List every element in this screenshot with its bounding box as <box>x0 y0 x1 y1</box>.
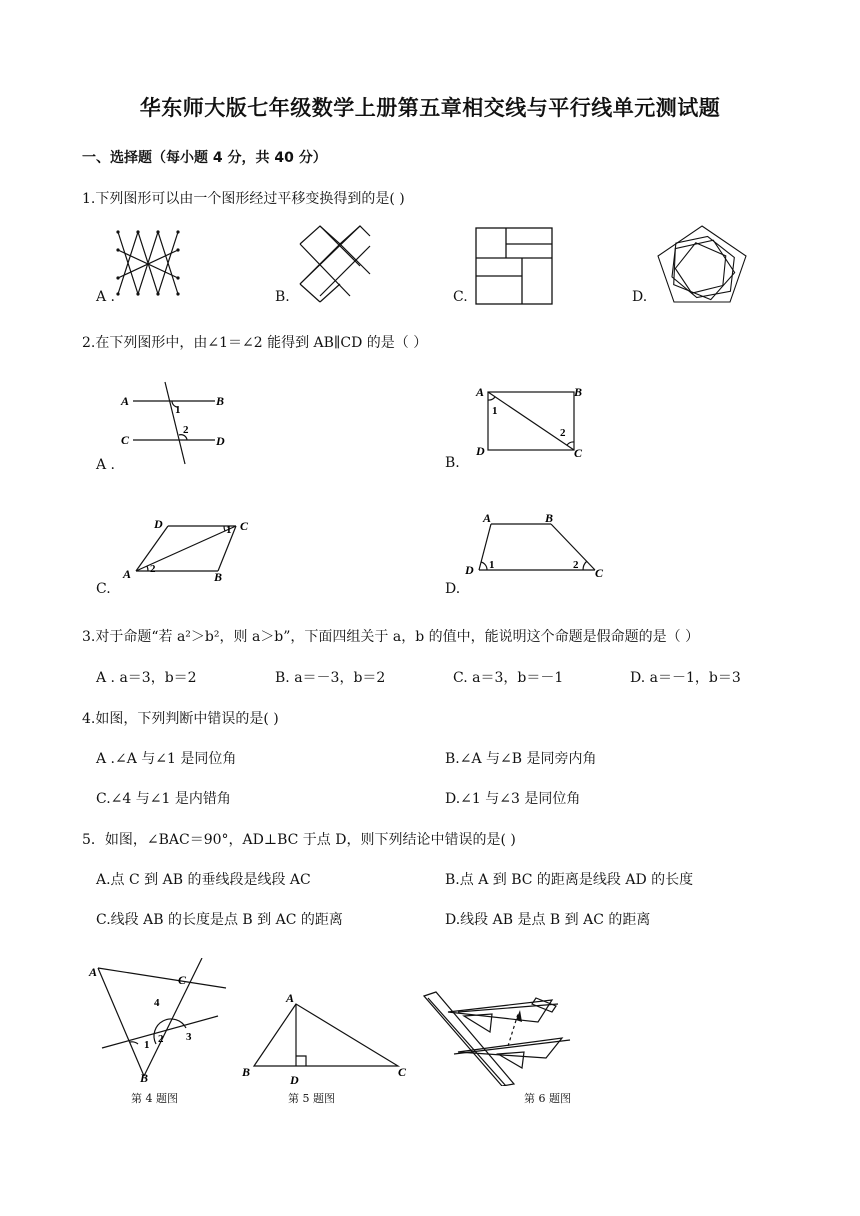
q3-option-d: D. a＝－1，b＝3 <box>630 670 741 686</box>
q3-option-a: A . a＝3，b＝2 <box>96 670 197 686</box>
question-4-stem: 4.如图，下列判断中错误的是( ) <box>82 711 279 727</box>
q2-figure-c <box>118 516 268 582</box>
svg-text:A: A <box>89 965 98 979</box>
svg-text:D: D <box>465 563 474 577</box>
q4-option-b: B.∠A 与∠B 是同旁内角 <box>445 751 597 767</box>
svg-text:3: 3 <box>186 1031 192 1043</box>
q5-option-d: D.线段 AB 是点 B 到 AC 的距离 <box>445 912 651 928</box>
svg-text:A: A <box>286 991 295 1005</box>
page-title: 华东师大版七年级数学上册第五章相交线与平行线单元测试题 <box>139 96 721 120</box>
svg-text:4: 4 <box>154 997 160 1009</box>
question-3-stem: 3.对于命题“若 a²＞b²，则 a＞b”，下面四组关于 a，b 的值中，能说明这个命题是假命题的是（ ） <box>82 629 700 645</box>
svg-text:B: B <box>545 512 554 525</box>
q2-label-d: D. <box>445 581 461 597</box>
q1-label-c: C. <box>453 289 468 305</box>
svg-text:2: 2 <box>158 1033 164 1045</box>
svg-text:1: 1 <box>489 559 495 571</box>
figure-q5 <box>240 988 412 1088</box>
figure-q4 <box>86 958 228 1084</box>
pt-D: D <box>216 434 225 448</box>
q2-figure-a <box>115 380 235 466</box>
svg-text:2: 2 <box>560 427 566 439</box>
figure-q6 <box>418 990 582 1086</box>
q5-option-b: B.点 A 到 BC 的距离是线段 AD 的长度 <box>445 872 694 888</box>
question-1-stem: 1.下列图形可以由一个图形经过平移变换得到的是( ) <box>82 191 405 207</box>
q5-option-c: C.线段 AB 的长度是点 B 到 AC 的距离 <box>96 912 343 928</box>
q2-figure-b <box>474 382 592 462</box>
q1-label-b: B. <box>275 289 290 305</box>
q1-figure-c <box>474 226 554 306</box>
q3-option-b: B. a＝－3，b＝2 <box>275 670 386 686</box>
svg-text:B: B <box>214 570 223 582</box>
pt-B: B <box>216 394 225 408</box>
svg-text:C: C <box>178 973 187 987</box>
svg-text:1: 1 <box>144 1039 150 1051</box>
q1-label-a: A . <box>96 289 116 305</box>
pt-C: C <box>121 433 130 447</box>
svg-text:D: D <box>154 517 163 531</box>
q4-option-c: C.∠4 与∠1 是内错角 <box>96 791 231 807</box>
question-2-stem: 2.在下列图形中，由∠1＝∠2 能得到 AB∥CD 的是（ ） <box>82 335 428 351</box>
section-heading: 一、选择题（每小题 4 分，共 40 分） <box>82 150 327 166</box>
svg-text:B: B <box>140 1071 149 1084</box>
svg-text:1: 1 <box>492 405 498 417</box>
svg-text:A: A <box>123 567 132 581</box>
q4-option-d: D.∠1 与∠3 是同位角 <box>445 791 581 807</box>
figure-q4-caption: 第 4 题图 <box>131 1092 178 1105</box>
svg-text:2: 2 <box>150 563 156 575</box>
angle-1: 1 <box>175 404 181 416</box>
q1-figure-b <box>292 222 372 306</box>
q2-label-b: B. <box>445 455 460 471</box>
pt-A: A <box>121 394 130 408</box>
svg-text:C: C <box>595 566 604 580</box>
svg-text:D: D <box>290 1073 299 1087</box>
q1-figure-d <box>652 222 752 306</box>
q1-label-d: D. <box>632 289 648 305</box>
svg-text:C: C <box>574 446 583 460</box>
svg-text:2: 2 <box>573 559 579 571</box>
q4-option-a: A .∠A 与∠1 是同位角 <box>96 751 237 767</box>
q3-option-c: C. a＝3，b＝－1 <box>453 670 564 686</box>
q2-figure-d <box>465 512 615 582</box>
figure-q5-caption: 第 5 题图 <box>288 1092 335 1105</box>
q2-label-a: A . <box>96 457 116 473</box>
svg-text:A: A <box>483 512 492 525</box>
figure-q6-caption: 第 6 题图 <box>524 1092 571 1105</box>
q2-label-c: C. <box>96 581 111 597</box>
svg-text:B: B <box>574 385 583 399</box>
q5-option-a: A.点 C 到 AB 的垂线段是线段 AC <box>96 872 311 888</box>
angle-2: 2 <box>183 424 189 436</box>
svg-text:B: B <box>242 1065 251 1079</box>
svg-text:1: 1 <box>226 524 232 536</box>
svg-text:C: C <box>398 1065 407 1079</box>
svg-text:A: A <box>476 385 485 399</box>
svg-text:C: C <box>240 519 249 533</box>
svg-text:D: D <box>476 444 485 458</box>
question-5-stem: 5．如图，∠BAC＝90°，AD⊥BC 于点 D，则下列结论中错误的是( ) <box>82 832 516 848</box>
